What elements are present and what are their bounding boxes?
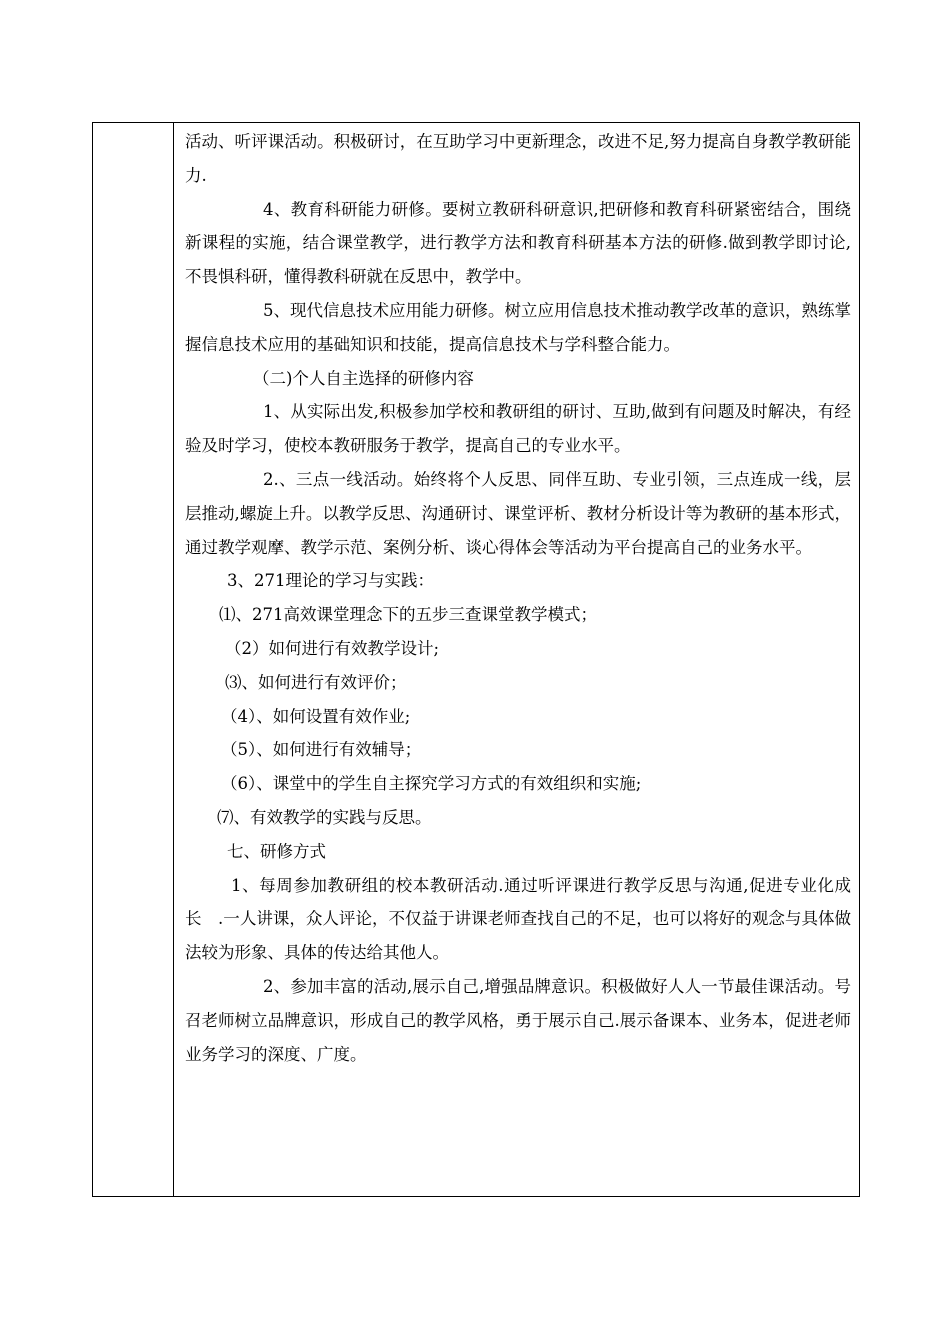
paragraph: （5）、如何进行有效辅导； xyxy=(221,740,422,760)
paragraph: （2）如何进行有效教学设计; xyxy=(225,638,440,658)
paragraph: （二)个人自主选择的研修内容 xyxy=(253,368,474,388)
section-heading: 七、研修方式 xyxy=(227,841,326,861)
paragraph: 1、每周参加教研组的校本教研活动.通过听评课进行教学反思与沟通,促进专业化成长 .一人讲课，众人评论，不仅益于讲课老师查找自己的不足，也可以将好的观念与具体做法较为形象、具体的传达给其他人。 xyxy=(185,875,851,963)
paragraph: 4、教育科研能力研修。要树立教研科研意识,把研修和教育科研紧密结合，围绕新课程的实施，结合课堂教学，进行教学方法和教育科研基本方法的研修.做到教学即讨论,不畏惧科研，懂得教科研就在反思中，教学中。 xyxy=(185,199,851,287)
paragraph: 2、参加丰富的活动,展示自己,增强品牌意识。积极做好人人一节最佳课活动。号召老师树立品牌意识，形成自己的教学风格，勇于展示自己.展示备课本、业务本，促进老师业务学习的深度、广度。 xyxy=(185,976,851,1064)
paragraph: （6）、课堂中的学生自主探究学习方式的有效组织和实施; xyxy=(221,774,642,794)
paragraph: 活动、听评课活动。积极研讨，在互助学习中更新理念，改进不足,努力提高自身教学教研能力. xyxy=(185,132,851,185)
paragraph: ⑶、如何进行有效评价； xyxy=(225,672,407,692)
paragraph: （4）、如何设置有效作业; xyxy=(221,706,411,726)
paragraph: ⑴、271高效课堂理念下的五步三查课堂教学模式； xyxy=(219,605,597,625)
paragraph: 5、现代信息技术应用能力研修。树立应用信息技术推动教学改革的意识，熟练掌握信息技术应用的基础知识和技能，提高信息技术与学科整合能力。 xyxy=(185,300,851,354)
document-table xyxy=(92,122,860,1197)
content-cell xyxy=(185,125,851,1071)
paragraph: 2.、三点一线活动。始终将个人反思、同伴互助、专业引领，三点连成一线，层层推动,螺旋上升。以教学反思、沟通研讨、课堂评析、教材分析设计等为教研的基本形式，通过教学观摩、教学示范、案例分析、谈心得体会等活动为平台提高自己的业务水平。 xyxy=(185,469,851,557)
column-divider xyxy=(173,123,174,1196)
paragraph: ⑺、有效教学的实践与反思。 xyxy=(217,807,432,827)
paragraph: 3、271理论的学习与实践： xyxy=(227,571,434,591)
paragraph: 1、从实际出发,积极参加学校和教研组的研讨、互助,做到有问题及时解决，有经验及时学习，使校本教研服务于教学，提高自己的专业水平。 xyxy=(185,402,851,456)
